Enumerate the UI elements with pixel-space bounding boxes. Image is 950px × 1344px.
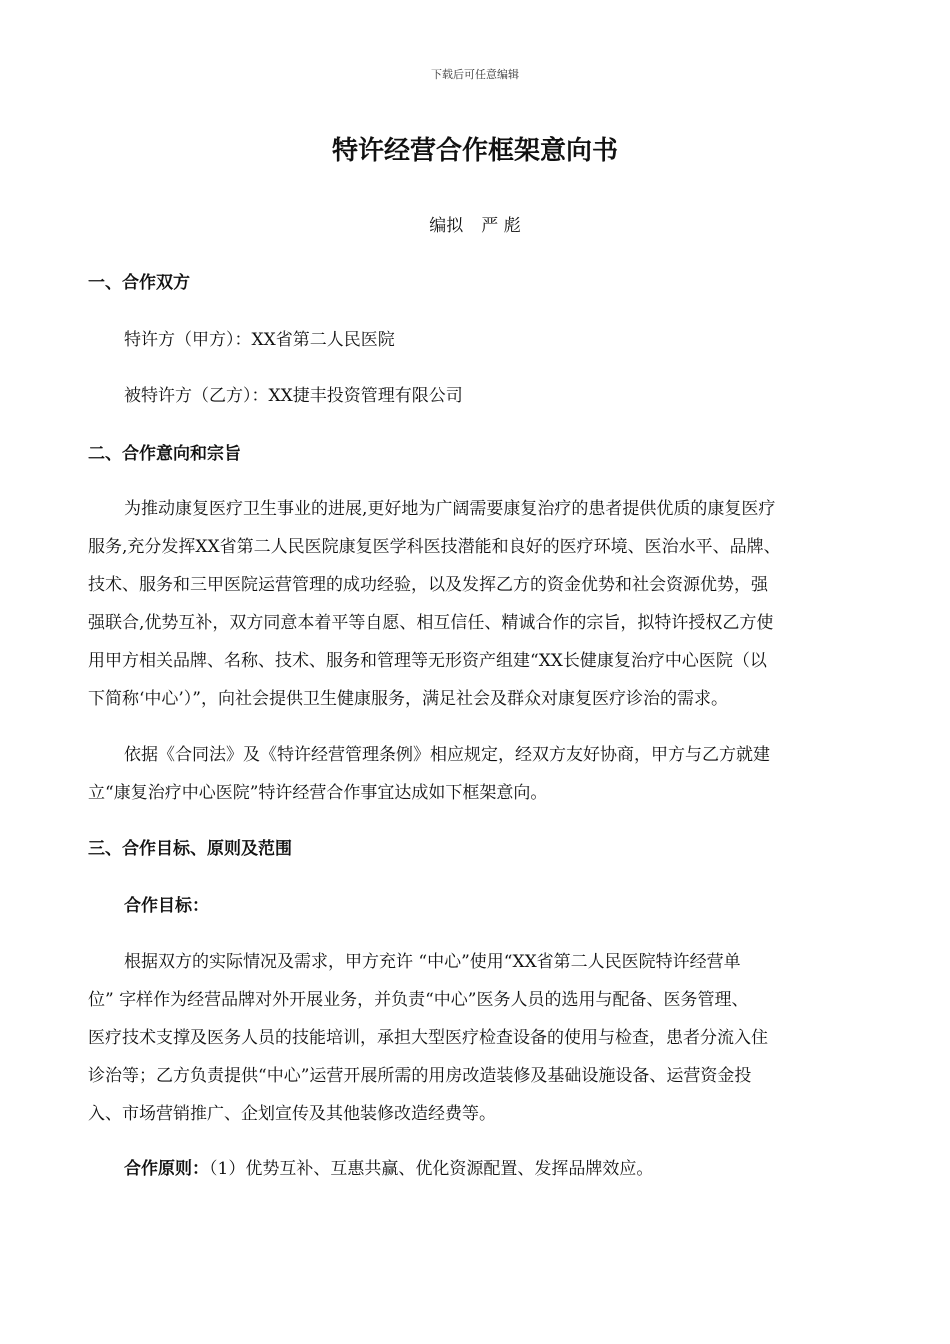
para-line: 用甲方相关品牌、名称、技术、服务和管理等无形资产组建“XX长健康复治疗中心医院（以 xyxy=(88,651,767,671)
section3-heading: 三、合作目标、原则及范围 xyxy=(88,839,292,859)
party-a: 特许方（甲方）：XX省第二人民医院 xyxy=(124,330,395,350)
party-b: 被特许方（乙方）：XX捷丰投资管理有限公司 xyxy=(124,386,463,406)
document-title: 特许经营合作框架意向书 xyxy=(331,136,618,166)
para-line: 下简称‘中心’）”，向社会提供卫生健康服务，满足社会及群众对康复医疗诊治的需求。 xyxy=(88,689,728,709)
goal-heading: 合作目标： xyxy=(124,896,209,916)
para-line: 强联合,优势互补，双方同意本着平等自愿、相互信任、精诚合作的宗旨，拟特许授权乙方使 xyxy=(88,613,774,633)
para-line: 位” 字样作为经营品牌对外开展业务，并负责“中心”医务人员的选用与配备、医务管理、 xyxy=(88,990,749,1010)
principle-line xyxy=(124,1154,653,1179)
principle-text: （1）优势互补、互惠共赢、优化资源配置、发挥品牌效应。 xyxy=(209,1159,654,1179)
para-line: 诊治等；乙方负责提供“中心”运营开展所需的用房改造装修及基础设施设备、运营资金投 xyxy=(88,1066,752,1086)
section2-heading: 二、合作意向和宗旨 xyxy=(88,444,241,464)
header-note: 下载后可任意编辑 xyxy=(431,68,519,81)
section1-heading: 一、合作双方 xyxy=(88,273,190,293)
para-line: 依据《合同法》及《特许经营管理条例》相应规定，经双方友好协商，甲方与乙方就建 xyxy=(124,745,770,765)
para-line: 为推动康复医疗卫生事业的进展,更好地为广阔需要康复治疗的患者提供优质的康复医疗 xyxy=(124,499,776,519)
para-line: 服务,充分发挥XX省第二人民医院康复医学科医技潜能和良好的医疗环境、医治水平、品牌、 xyxy=(88,537,781,557)
author-line xyxy=(0,211,950,236)
author-name: 严 彪 xyxy=(481,216,521,236)
para-line: 技术、服务和三甲医院运营管理的成功经验，以及发挥乙方的资金优势和社会资源优势，强 xyxy=(88,575,768,595)
para-line: 医疗技术支撑及医务人员的技能培训，承担大型医疗检查设备的使用与检查，患者分流入住 xyxy=(88,1028,768,1048)
author-label: 编拟 xyxy=(429,216,464,236)
para-line: 立“康复治疗中心医院”特许经营合作事宜达成如下框架意向。 xyxy=(88,783,548,803)
para-line: 入、市场营销推广、企划宣传及其他装修改造经费等。 xyxy=(88,1104,496,1124)
principle-label: 合作原则： xyxy=(124,1159,209,1179)
para-line: 根据双方的实际情况及需求，甲方充许 “中心”使用“XX省第二人民医院特许经营单 xyxy=(124,952,741,972)
